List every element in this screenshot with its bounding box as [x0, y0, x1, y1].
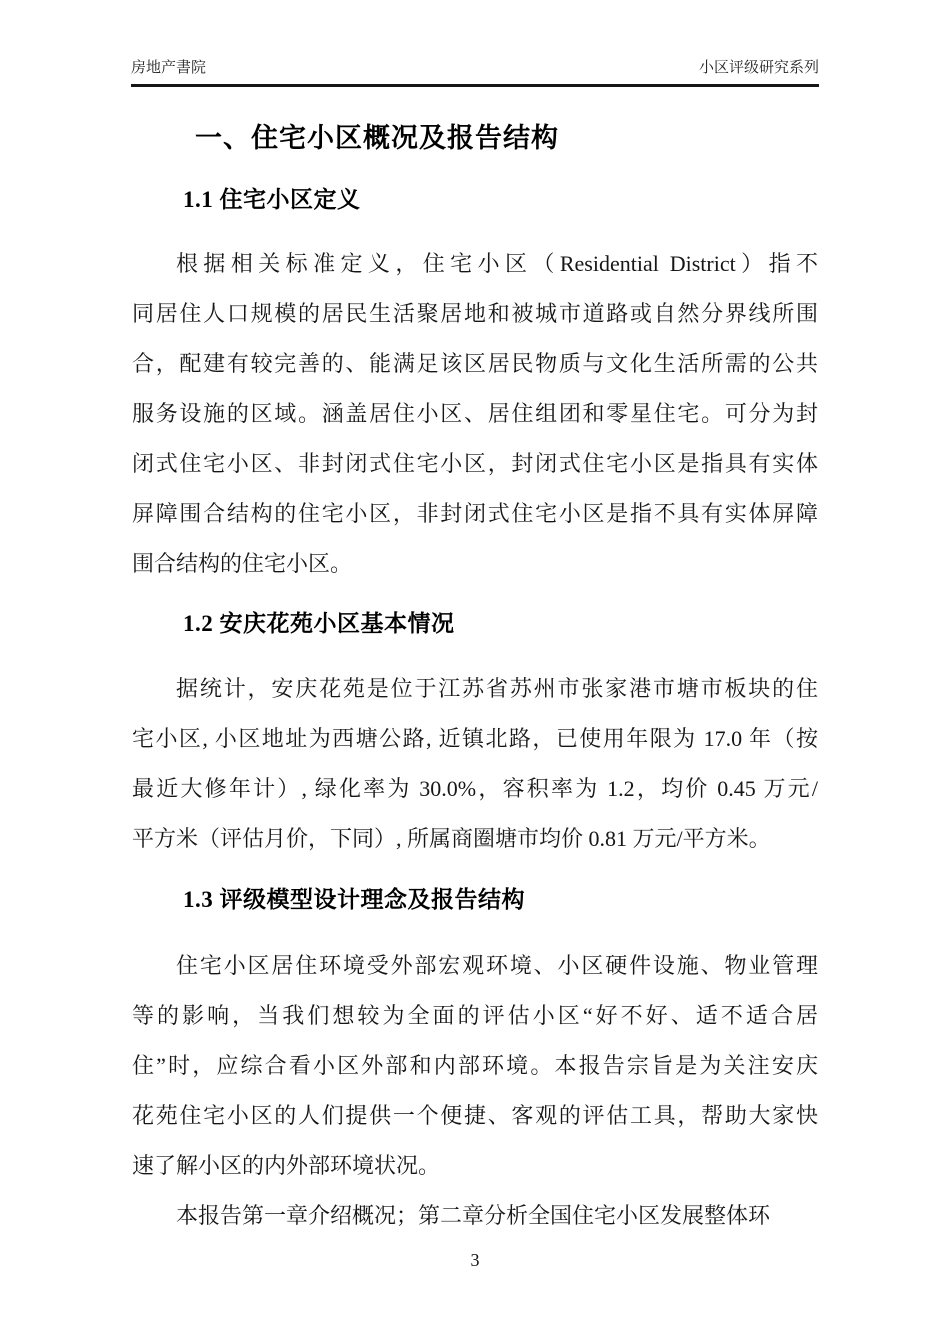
text-line: 围合结构的住宅小区。 — [132, 551, 353, 576]
text-line: 花苑住宅小区的人们提供一个便捷、客观的评估工具，帮助大家快 — [132, 1103, 818, 1128]
page-number: 3 — [470, 1250, 480, 1270]
text-line: 速了解小区的内外部环境状况。 — [132, 1153, 441, 1178]
text-line: 住宅小区居住环境受外部宏观环境、小区硬件设施、物业管理 — [176, 953, 818, 978]
text-line: 宅小区, 小区地址为西塘公路, 近镇北路，已使用年限为 17.0 年（按 — [132, 726, 818, 751]
text-line: 最近大修年计）, 绿化率为 30.0%，容积率为 1.2，均价 0.45 万元/ — [132, 776, 818, 801]
page-content — [132, 92, 818, 1241]
text-line: 服务设施的区域。涵盖居住小区、居住组团和零星住宅。可分为封 — [132, 401, 818, 426]
chapter-title: 一、住宅小区概况及报告结构 — [195, 123, 559, 153]
text-line: 闭式住宅小区、非封闭式住宅小区，封闭式住宅小区是指具有实体 — [132, 451, 818, 476]
paragraph-design-concept — [132, 941, 818, 1191]
page-header — [131, 56, 819, 87]
text-line: 平方米（评估月价，下同）, 所属商圈塘市均价 0.81 万元/平方米。 — [132, 826, 771, 851]
text-line: 据统计，安庆花苑是位于江苏省苏州市张家港市塘市板块的住 — [176, 676, 818, 701]
text-line: 合，配建有较完善的、能满足该区居民物质与文化生活所需的公共 — [132, 351, 818, 376]
section-heading-1-2: 1.2 安庆花苑小区基本情况 — [183, 611, 455, 636]
paragraph-basic-info — [132, 664, 818, 864]
section-1-2 — [132, 608, 818, 864]
text-line: 根据相关标准定义，住宅小区（Residential District）指不 — [176, 251, 818, 276]
text-line: 本报告第一章介绍概况；第二章分析全国住宅小区发展整体环 — [176, 1203, 771, 1228]
section-1-1 — [132, 184, 818, 589]
text-line: 住”时，应综合看小区外部和内部环境。本报告宗旨是为关注安庆 — [132, 1053, 818, 1078]
text-line: 屏障围合结构的住宅小区，非封闭式住宅小区是指不具有实体屏障 — [132, 501, 818, 526]
section-1-3 — [132, 884, 818, 1241]
header-left-label: 房地产書院 — [131, 59, 207, 76]
section-heading-1-3: 1.3 评级模型设计理念及报告结构 — [183, 887, 525, 912]
text-line: 等的影响，当我们想较为全面的评估小区“好不好、适不适合居 — [132, 1003, 818, 1028]
paragraph-report-structure — [132, 1191, 818, 1241]
header-right-label: 小区评级研究系列 — [698, 59, 819, 76]
paragraph-definition — [132, 239, 818, 589]
section-heading-1-1: 1.1 住宅小区定义 — [183, 187, 361, 212]
text-line: 同居住人口规模的居民生活聚居地和被城市道路或自然分界线所围 — [132, 301, 818, 326]
